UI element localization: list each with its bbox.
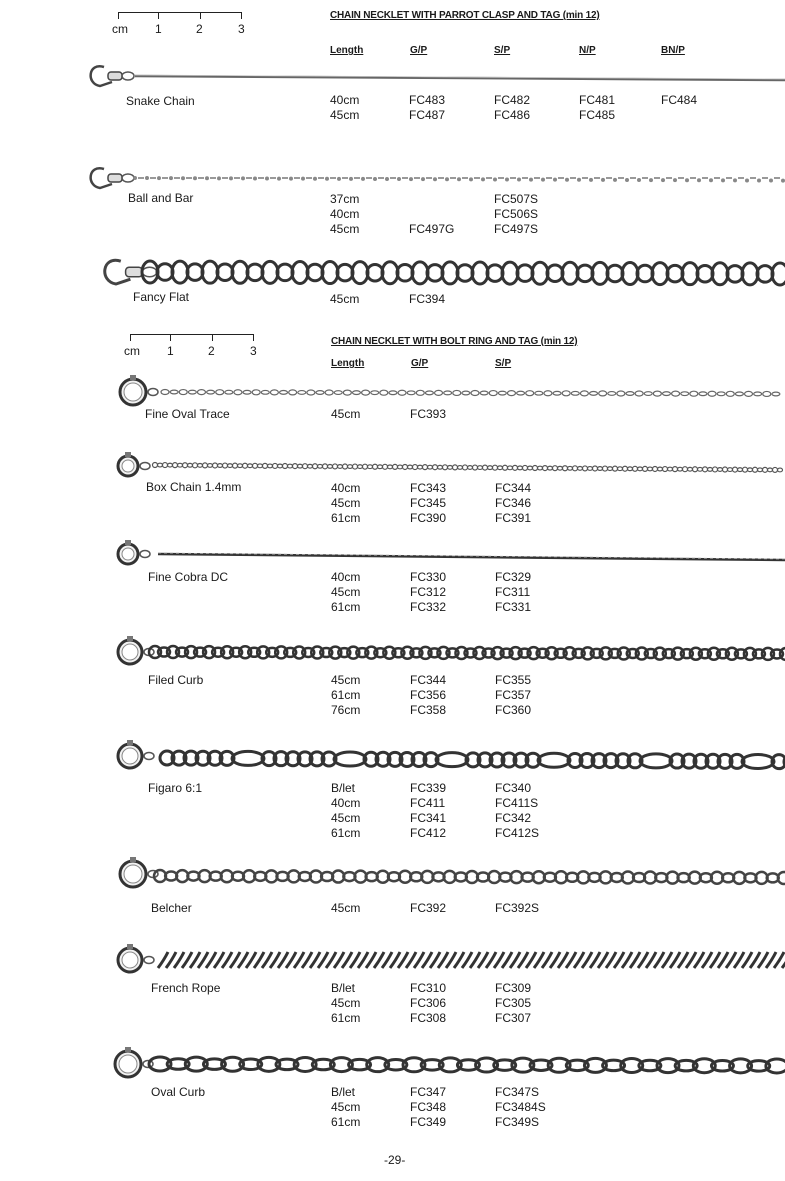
fancy-flat-chain-image	[0, 254, 785, 294]
column-header: Length	[330, 45, 364, 56]
column-header: S/P	[494, 45, 511, 56]
length-cell: 61cm	[331, 826, 361, 840]
ruler-unit: cm	[112, 22, 128, 36]
section-title: CHAIN NECKLET WITH BOLT RING AND TAG (min 12)	[331, 336, 578, 347]
code-cell: FC347	[410, 1085, 447, 1099]
code-cell: FC390	[410, 511, 447, 525]
code-cell: FC349S	[495, 1115, 540, 1129]
code-cell: FC311	[495, 585, 531, 599]
length-cell: 45cm	[331, 1100, 361, 1114]
code-cell: FC412	[410, 826, 447, 840]
chain-name: Filed Curb	[148, 673, 204, 687]
code-cell: FC309	[495, 981, 532, 995]
length-cell: B/let	[331, 981, 356, 995]
length-cell: 40cm	[331, 481, 361, 495]
column-header: S/P	[495, 358, 512, 369]
code-cell: FC344	[495, 481, 532, 495]
length-cell: 61cm	[331, 600, 361, 614]
belcher-chain-image	[0, 854, 785, 898]
code-cell: FC331	[495, 600, 532, 614]
length-cell: 40cm	[331, 570, 361, 584]
fine-oval-trace-chain-image	[0, 372, 785, 412]
chain-name: Fine Oval Trace	[145, 407, 230, 421]
length-cell: 45cm	[331, 673, 361, 687]
code-cell: FC497S	[494, 222, 539, 236]
fine-cobra-chain-image	[0, 536, 785, 576]
length-cell: 45cm	[330, 292, 360, 306]
code-cell: FC357	[495, 688, 532, 702]
code-cell: FC356	[410, 688, 447, 702]
chain-name: Oval Curb	[151, 1085, 206, 1099]
code-cell: FC392S	[495, 901, 540, 915]
code-cell: FC329	[495, 570, 532, 584]
length-cell: 40cm	[330, 207, 360, 221]
length-cell: 61cm	[331, 688, 361, 702]
length-cell: 37cm	[330, 192, 360, 206]
code-cell: FC305	[495, 996, 532, 1010]
code-cell: FC347S	[495, 1085, 540, 1099]
length-cell: 61cm	[331, 1011, 361, 1025]
code-cell: FC392	[410, 901, 447, 915]
code-cell: FC349	[410, 1115, 447, 1129]
length-cell: 40cm	[330, 93, 360, 107]
code-cell: FC484	[661, 93, 698, 107]
chain-name: Snake Chain	[126, 94, 195, 108]
code-cell: FC486	[494, 108, 531, 122]
code-cell: FC346	[495, 496, 532, 510]
code-cell: FC360	[495, 703, 532, 717]
code-cell: FC348	[410, 1100, 447, 1114]
code-cell: FC341	[410, 811, 447, 825]
scale-ruler-bottom	[124, 334, 257, 364]
chain-name: Fancy Flat	[133, 290, 190, 304]
code-cell: FC482	[494, 93, 531, 107]
ruler-mark: 3	[238, 22, 245, 36]
section-title: CHAIN NECKLET WITH PARROT CLASP AND TAG (min 12)	[330, 10, 600, 21]
length-cell: B/let	[331, 1085, 356, 1099]
length-cell: 45cm	[331, 496, 361, 510]
chain-name: French Rope	[151, 981, 221, 995]
length-cell: 45cm	[331, 407, 361, 421]
length-cell: 45cm	[331, 996, 361, 1010]
code-cell: FC355	[495, 673, 532, 687]
column-header: N/P	[579, 45, 596, 56]
code-cell: FC344	[410, 673, 447, 687]
code-cell: FC339	[410, 781, 447, 795]
ruler-mark: 3	[250, 344, 257, 358]
length-cell: 40cm	[331, 796, 361, 810]
length-cell: 45cm	[331, 585, 361, 599]
code-cell: FC358	[410, 703, 447, 717]
page-number: -29-	[384, 1153, 406, 1167]
column-header: G/P	[410, 45, 428, 56]
code-cell: FC312	[410, 585, 447, 599]
code-cell: FC411S	[495, 796, 539, 810]
figaro-chain-image	[0, 736, 785, 782]
chain-name: Belcher	[151, 901, 192, 915]
chain-name: Box Chain 1.4mm	[146, 480, 242, 494]
code-cell: FC345	[410, 496, 447, 510]
code-cell: FC330	[410, 570, 447, 584]
french-rope-chain-image	[0, 938, 785, 984]
length-cell: B/let	[331, 781, 356, 795]
code-cell: FC306	[410, 996, 447, 1010]
code-cell: FC506S	[494, 207, 539, 221]
chain-name: Ball and Bar	[128, 191, 194, 205]
box-chain-image	[0, 448, 785, 484]
length-cell: 76cm	[331, 703, 361, 717]
ruler-mark: 1	[167, 344, 174, 358]
code-cell: FC394	[409, 292, 446, 306]
filed-curb-chain-image	[0, 632, 785, 676]
code-cell: FC487	[409, 108, 446, 122]
code-cell: FC411	[410, 796, 446, 810]
code-cell: FC412S	[495, 826, 540, 840]
code-cell: FC332	[410, 600, 447, 614]
column-header: G/P	[411, 358, 429, 369]
code-cell: FC507S	[494, 192, 539, 206]
ruler-mark: 2	[208, 344, 215, 358]
code-cell: FC3484S	[495, 1100, 546, 1114]
length-cell: 45cm	[330, 222, 360, 236]
length-cell: 45cm	[331, 901, 361, 915]
length-cell: 61cm	[331, 1115, 361, 1129]
column-header: BN/P	[661, 45, 685, 56]
ball-and-bar-chain-image	[0, 160, 785, 196]
code-cell: FC310	[410, 981, 447, 995]
chain-name: Fine Cobra DC	[148, 570, 229, 584]
code-cell: FC308	[410, 1011, 447, 1025]
ruler-mark: 1	[155, 22, 162, 36]
oval-curb-chain-image	[0, 1042, 785, 1088]
code-cell: FC483	[409, 93, 446, 107]
length-cell: 61cm	[331, 511, 361, 525]
column-header: Length	[331, 358, 365, 369]
code-cell: FC481	[579, 93, 616, 107]
code-cell: FC340	[495, 781, 532, 795]
snake-chain-image	[0, 58, 785, 94]
code-cell: FC497G	[409, 222, 455, 236]
code-cell: FC393	[410, 407, 447, 421]
code-cell: FC485	[579, 108, 616, 122]
code-cell: FC342	[495, 811, 532, 825]
code-cell: FC391	[495, 511, 532, 525]
length-cell: 45cm	[330, 108, 360, 122]
code-cell: FC343	[410, 481, 447, 495]
ruler-mark: 2	[196, 22, 203, 36]
ruler-unit: cm	[124, 344, 140, 358]
length-cell: 45cm	[331, 811, 361, 825]
chain-name: Figaro 6:1	[148, 781, 203, 795]
code-cell: FC307	[495, 1011, 532, 1025]
scale-ruler-top	[112, 12, 245, 42]
